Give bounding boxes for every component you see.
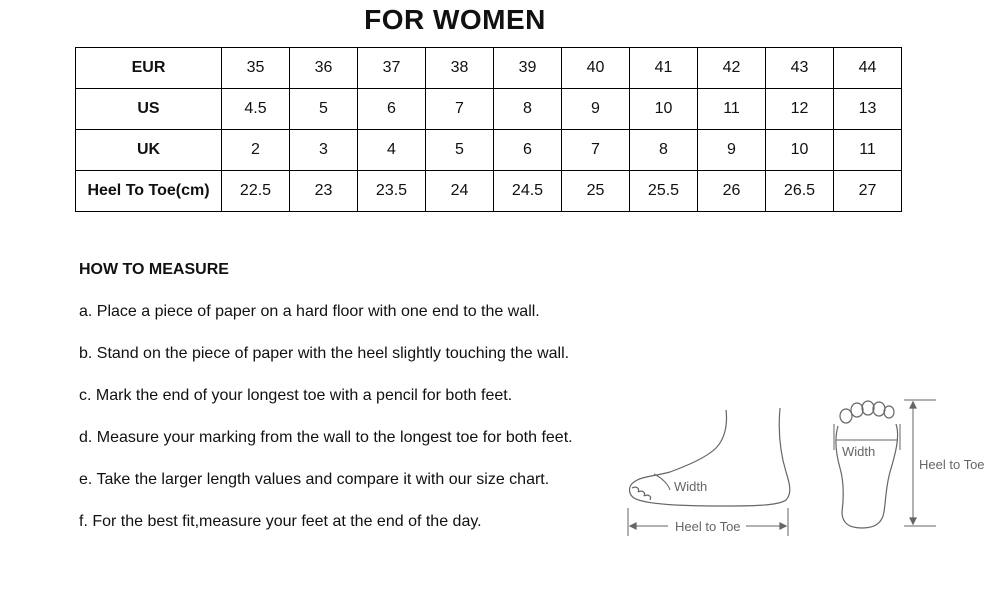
table-row-heel-to-toe [76, 171, 902, 212]
row-header: EUR [76, 48, 222, 89]
table-cell: 41 [630, 48, 698, 89]
table-cell: 35 [222, 48, 290, 89]
table-cell: 22.5 [222, 171, 290, 212]
table-cell: 9 [562, 89, 630, 130]
table-cell: 24 [426, 171, 494, 212]
table-cell: 25.5 [630, 171, 698, 212]
table-cell: 4 [358, 130, 426, 171]
size-chart-table [75, 47, 902, 212]
step-e: e. Take the larger length values and compare it with our size chart. [79, 471, 550, 488]
how-to-measure-section [79, 259, 614, 553]
table-cell: 6 [494, 130, 562, 171]
table-cell: 5 [290, 89, 358, 130]
step-c: c. Mark the end of your longest toe with a pencil for both feet. [79, 387, 513, 404]
step-b: b. Stand on the piece of paper with the heel slightly touching the wall. [79, 345, 570, 362]
table-cell: 42 [698, 48, 766, 89]
table-row-uk [76, 130, 902, 171]
table-cell: 23.5 [358, 171, 426, 212]
table-cell: 36 [290, 48, 358, 89]
table-cell: 5 [426, 130, 494, 171]
sole-width-label: Width [842, 444, 876, 459]
table-cell: 10 [630, 89, 698, 130]
side-foot-illustration [628, 408, 790, 536]
table-cell: 4.5 [222, 89, 290, 130]
table-cell: 2 [222, 130, 290, 171]
table-cell: 40 [562, 48, 630, 89]
table-row-eur [76, 48, 902, 89]
row-header: UK [76, 130, 222, 171]
page-title: FOR WOMEN [364, 4, 546, 35]
table-cell: 13 [834, 89, 902, 130]
step-f: f. For the best fit,measure your feet at the end of the day. [79, 513, 482, 530]
table-cell: 7 [562, 130, 630, 171]
table-cell: 6 [358, 89, 426, 130]
section-heading: HOW TO MEASURE [79, 261, 229, 278]
row-header: Heel To Toe(cm) [76, 171, 222, 212]
side-heel-to-toe-label: Heel to Toe [675, 519, 741, 534]
table-cell: 25 [562, 171, 630, 212]
table-cell: 7 [426, 89, 494, 130]
side-foot-icon [630, 408, 790, 506]
sole-heel-to-toe-label: Heel to Toe [919, 457, 985, 472]
step-a: a. Place a piece of paper on a hard floor with one end to the wall. [79, 303, 540, 320]
table-cell: 24.5 [494, 171, 562, 212]
table-row-us [76, 89, 902, 130]
table-cell: 11 [834, 130, 902, 171]
table-cell: 26.5 [766, 171, 834, 212]
table-cell: 38 [426, 48, 494, 89]
step-d: d. Measure your marking from the wall to the longest toe for both feet. [79, 429, 573, 446]
table-cell: 3 [290, 130, 358, 171]
table-cell: 26 [698, 171, 766, 212]
foot-measure-illustration [620, 396, 999, 546]
table-cell: 23 [290, 171, 358, 212]
table-cell: 27 [834, 171, 902, 212]
table-cell: 39 [494, 48, 562, 89]
table-cell: 37 [358, 48, 426, 89]
table-cell: 11 [698, 89, 766, 130]
row-header: US [76, 89, 222, 130]
table-cell: 8 [494, 89, 562, 130]
table-cell: 8 [630, 130, 698, 171]
table-cell: 12 [766, 89, 834, 130]
table-cell: 43 [766, 48, 834, 89]
side-width-label: Width [674, 479, 708, 494]
table-cell: 9 [698, 130, 766, 171]
table-cell: 10 [766, 130, 834, 171]
table-cell: 44 [834, 48, 902, 89]
